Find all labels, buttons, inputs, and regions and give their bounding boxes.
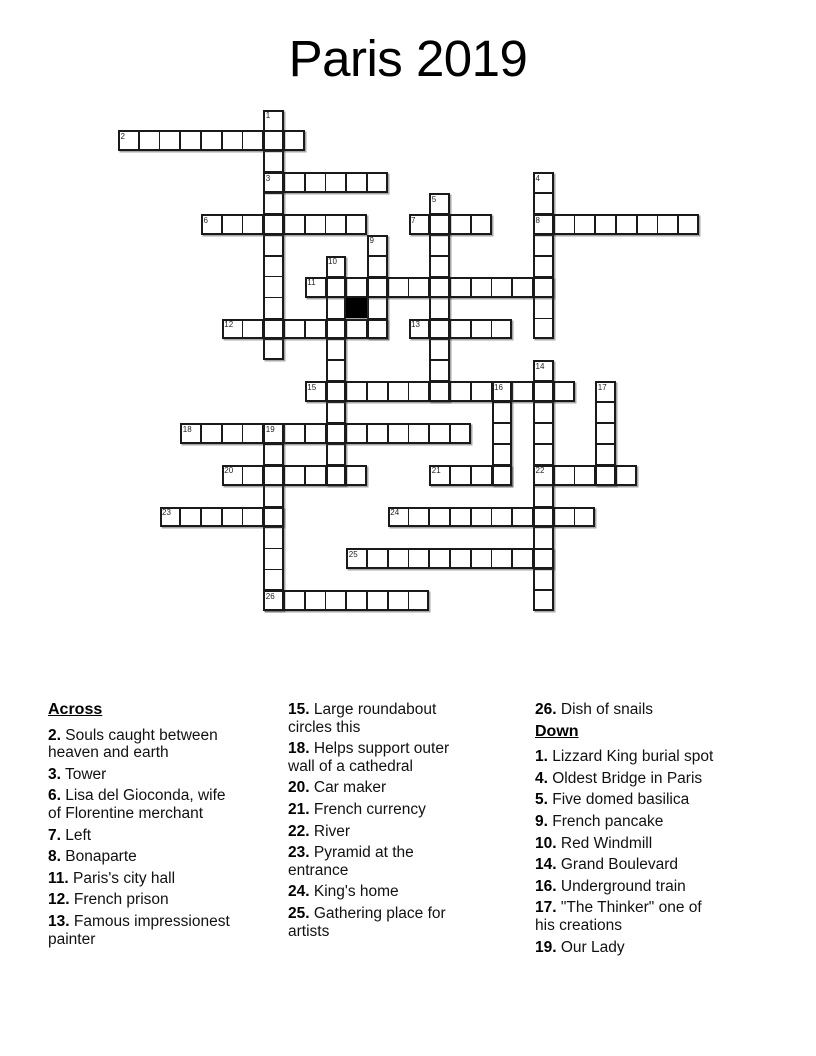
clue-15: 15. Large roundabout circles this — [288, 701, 437, 736]
cell-divider — [283, 321, 285, 338]
cell-divider — [428, 509, 430, 526]
cell-divider — [179, 132, 181, 149]
cell-divider — [304, 216, 306, 233]
cell-divider — [345, 279, 347, 296]
cell-divider — [221, 509, 223, 526]
cell-number-3: 3 — [265, 173, 271, 183]
word-20-across[interactable] — [222, 465, 367, 486]
cell-number-20: 20 — [224, 466, 234, 476]
cell-divider — [265, 255, 282, 257]
cell-divider — [470, 550, 472, 567]
clue-number: 17. — [535, 899, 557, 917]
cell-divider — [470, 467, 472, 484]
clue-number: 8. — [48, 848, 61, 866]
cell-divider — [491, 550, 493, 567]
cell-divider — [491, 467, 493, 484]
cell-divider — [366, 321, 368, 338]
cell-number-22: 22 — [535, 466, 545, 476]
cell-divider — [431, 359, 448, 361]
cell-divider — [470, 321, 472, 338]
cell-divider — [304, 467, 306, 484]
cell-divider — [221, 132, 223, 149]
cell-divider — [428, 279, 430, 296]
cell-divider — [470, 383, 472, 400]
cell-number-14: 14 — [535, 361, 545, 371]
cell-divider — [345, 321, 347, 338]
clue-number: 22. — [288, 822, 310, 840]
cell-divider — [449, 509, 451, 526]
clue-heading-down: Down — [535, 722, 579, 740]
word-11-across[interactable] — [305, 277, 554, 298]
cell-divider — [535, 318, 552, 320]
clue-13: 13. Famous impressionest painter — [48, 912, 230, 948]
cell-divider — [283, 467, 285, 484]
word-3-across[interactable] — [263, 172, 388, 193]
cell-divider — [657, 216, 659, 233]
clue-24: 24. King's home — [288, 883, 399, 901]
clue-12: 12. French prison — [48, 891, 169, 909]
cell-divider — [408, 425, 410, 442]
clue-number: 16. — [535, 877, 557, 895]
cell-divider — [366, 279, 368, 296]
clue-6: 6. Lisa del Gioconda, wife of Florentine merchant — [48, 787, 226, 822]
cell-divider — [428, 216, 430, 233]
cell-divider — [494, 422, 511, 424]
cell-divider — [494, 443, 511, 445]
cell-number-18: 18 — [182, 424, 192, 434]
word-6-across[interactable] — [201, 214, 367, 235]
cell-divider — [200, 509, 202, 526]
cell-divider — [369, 255, 386, 257]
cell-divider — [553, 383, 555, 400]
clue-number: 23. — [288, 844, 310, 862]
cell-divider — [491, 509, 493, 526]
cell-divider — [532, 279, 534, 296]
cell-divider — [387, 279, 389, 296]
clue-number: 9. — [535, 812, 548, 830]
clue-number: 13. — [48, 912, 70, 930]
cell-number-19: 19 — [265, 424, 275, 434]
word-21-across[interactable] — [429, 465, 512, 486]
cell-divider — [535, 422, 552, 424]
cell-divider — [428, 383, 430, 400]
cell-divider — [345, 467, 347, 484]
cell-divider — [408, 509, 410, 526]
cell-divider — [265, 443, 282, 445]
cell-divider — [594, 216, 596, 233]
cell-divider — [242, 425, 244, 442]
cell-divider — [511, 509, 513, 526]
cell-divider — [636, 216, 638, 233]
cell-divider — [325, 425, 327, 442]
cell-divider — [597, 443, 614, 445]
clue-number: 14. — [535, 856, 557, 874]
cell-divider — [408, 550, 410, 567]
cell-divider — [511, 550, 513, 567]
cell-divider — [387, 592, 389, 609]
cell-divider — [366, 425, 368, 442]
cell-number-9: 9 — [369, 236, 374, 246]
cell-number-13: 13 — [411, 320, 420, 329]
cell-divider — [449, 467, 451, 484]
clue-1: 1. Lizzard King burial spot — [535, 748, 714, 766]
clue-number: 20. — [288, 779, 310, 797]
cell-number-6: 6 — [203, 215, 208, 225]
cell-divider — [535, 192, 552, 194]
cell-divider — [179, 509, 181, 526]
cell-divider — [221, 425, 223, 442]
cell-divider — [574, 467, 576, 484]
clue-17: 17. "The Thinker" one of his creations — [535, 899, 702, 934]
clue-18: 18. Helps support outer wall of a cathedral — [288, 740, 450, 775]
cell-number-2: 2 — [120, 131, 125, 141]
clue-14: 14. Grand Boulevard — [535, 856, 679, 874]
clue-2: 2. Souls caught between heaven and earth — [48, 726, 218, 762]
cell-divider — [138, 132, 140, 149]
cell-divider — [428, 425, 430, 442]
cell-divider — [366, 592, 368, 609]
cell-divider — [345, 174, 347, 191]
cell-divider — [553, 509, 555, 526]
word-26-across[interactable] — [263, 590, 429, 611]
clue-number: 10. — [535, 834, 557, 852]
cell-number-11: 11 — [307, 278, 316, 288]
cell-divider — [304, 425, 306, 442]
cell-number-4: 4 — [535, 173, 540, 183]
cell-number-17: 17 — [597, 382, 607, 392]
clue-21: 21. French currency — [288, 800, 426, 818]
cell-divider — [304, 321, 306, 338]
cell-divider — [535, 589, 552, 591]
clue-column-down — [535, 701, 725, 960]
cell-divider — [265, 276, 282, 278]
clue-number: 1. — [535, 748, 548, 766]
cell-number-7: 7 — [411, 215, 416, 225]
cell-number-5: 5 — [431, 194, 437, 204]
cell-divider — [494, 401, 511, 403]
cell-number-15: 15 — [307, 382, 317, 392]
cell-divider — [387, 425, 389, 442]
clue-23: 23. Pyramid at the entrance — [288, 844, 414, 879]
cell-divider — [387, 550, 389, 567]
cell-number-26: 26 — [265, 591, 275, 601]
cell-divider — [532, 383, 534, 400]
cell-divider — [262, 509, 264, 526]
clue-11: 11. Paris's city hall — [48, 869, 176, 887]
clue-5: 5. Five domed basilica — [535, 791, 690, 809]
clue-22: 22. River — [288, 822, 351, 840]
cell-divider — [366, 383, 368, 400]
cell-divider — [491, 279, 493, 296]
cell-number-25: 25 — [348, 549, 358, 559]
clue-number: 15. — [288, 701, 310, 718]
cell-divider — [366, 550, 368, 567]
cell-divider — [283, 132, 285, 149]
clue-9: 9. French pancake — [535, 812, 664, 830]
clue-column-middle — [288, 701, 470, 944]
clue-number: 19. — [535, 938, 557, 956]
cell-divider — [262, 467, 264, 484]
cell-divider — [553, 216, 555, 233]
cell-divider — [345, 383, 347, 400]
word-15-across[interactable] — [305, 381, 575, 402]
word-24-across[interactable] — [388, 507, 596, 528]
cell-divider — [428, 550, 430, 567]
cell-divider — [262, 321, 264, 338]
cell-divider — [470, 509, 472, 526]
word-18-across[interactable] — [180, 423, 471, 444]
cell-divider — [532, 550, 534, 567]
clue-10: 10. Red Windmill — [535, 834, 653, 852]
clue-20: 20. Car maker — [288, 779, 387, 797]
cell-divider — [597, 401, 614, 403]
cell-divider — [262, 132, 264, 149]
cell-divider — [677, 216, 679, 233]
cell-divider — [325, 592, 327, 609]
cell-divider — [470, 216, 472, 233]
cell-divider — [535, 443, 552, 445]
clue-number: 25. — [288, 904, 310, 922]
cell-divider — [532, 509, 534, 526]
cell-number-24: 24 — [390, 508, 400, 518]
cell-divider — [449, 425, 451, 442]
black-cell — [346, 298, 367, 319]
word-13-across[interactable] — [409, 319, 513, 340]
word-25-across[interactable] — [346, 548, 554, 569]
cell-divider — [597, 422, 614, 424]
clue-number: 11. — [48, 869, 69, 887]
cell-divider — [325, 321, 327, 338]
clue-number: 21. — [288, 800, 310, 818]
cell-divider — [615, 467, 617, 484]
cell-divider — [345, 592, 347, 609]
cell-divider — [345, 425, 347, 442]
cell-number-10: 10 — [328, 257, 337, 267]
clue-heading-across: Across — [48, 701, 103, 718]
clue-number: 4. — [535, 769, 548, 787]
cell-number-1: 1 — [265, 111, 271, 120]
clue-number: 12. — [48, 891, 70, 909]
cell-divider — [283, 174, 285, 191]
cell-divider — [408, 592, 410, 609]
cell-divider — [283, 592, 285, 609]
word-22-across[interactable] — [533, 465, 637, 486]
cell-divider — [325, 383, 327, 400]
cell-divider — [200, 132, 202, 149]
cell-divider — [325, 174, 327, 191]
cell-number-16: 16 — [494, 382, 503, 392]
cell-divider — [615, 216, 617, 233]
cell-divider — [325, 279, 327, 296]
clue-16: 16. Underground train — [535, 877, 686, 895]
cell-number-23: 23 — [162, 508, 171, 518]
cell-divider — [535, 255, 552, 257]
cell-divider — [242, 132, 244, 149]
cell-divider — [242, 509, 244, 526]
clue-column-across — [48, 701, 242, 952]
cell-divider — [328, 359, 345, 361]
cell-divider — [242, 321, 244, 338]
clue-number: 18. — [288, 740, 310, 758]
cell-divider — [242, 216, 244, 233]
cell-number-21: 21 — [431, 466, 441, 476]
cell-divider — [470, 279, 472, 296]
word-8-across[interactable] — [533, 214, 699, 235]
cell-divider — [200, 425, 202, 442]
cell-divider — [491, 321, 493, 338]
word-4-down[interactable] — [533, 172, 554, 339]
cell-divider — [449, 279, 451, 296]
cell-divider — [325, 216, 327, 233]
cell-divider — [304, 174, 306, 191]
cell-divider — [553, 467, 555, 484]
clue-8: 8. Bonaparte — [48, 848, 137, 866]
cell-divider — [242, 467, 244, 484]
cell-number-8: 8 — [535, 215, 540, 225]
word-23-across[interactable] — [160, 507, 285, 528]
word-7-across[interactable] — [409, 214, 492, 235]
clue-number: 6. — [48, 787, 61, 805]
word-2-across[interactable] — [118, 130, 305, 151]
clue-number: 3. — [48, 765, 61, 783]
cell-number-12: 12 — [224, 320, 234, 329]
clue-number: 24. — [288, 883, 310, 901]
cell-divider — [408, 383, 410, 400]
cell-divider — [431, 255, 448, 257]
clue-number: 2. — [48, 726, 61, 744]
cell-divider — [574, 509, 576, 526]
cell-divider — [449, 321, 451, 338]
clue-3: 3. Tower — [48, 765, 107, 783]
cell-divider — [265, 297, 282, 299]
cell-divider — [304, 592, 306, 609]
cell-divider — [325, 467, 327, 484]
cell-divider — [345, 216, 347, 233]
page-title: Paris 2019 — [288, 30, 528, 87]
clue-26: 26. Dish of snails — [535, 701, 654, 718]
cell-divider — [511, 279, 513, 296]
cell-divider — [594, 467, 596, 484]
clue-number: 7. — [48, 826, 61, 844]
cell-divider — [387, 383, 389, 400]
cell-divider — [221, 216, 223, 233]
cell-divider — [449, 216, 451, 233]
cell-divider — [428, 321, 430, 338]
cell-divider — [366, 174, 368, 191]
cell-divider — [265, 548, 282, 550]
clue-7: 7. Left — [48, 826, 92, 844]
cell-divider — [574, 216, 576, 233]
clue-19: 19. Our Lady — [535, 938, 625, 956]
cell-divider — [408, 279, 410, 296]
clue-25: 25. Gathering place for artists — [288, 904, 446, 940]
clue-number: 5. — [535, 791, 548, 809]
cell-divider — [265, 569, 282, 571]
word-12-across[interactable] — [222, 319, 388, 340]
clue-number: 26. — [535, 701, 557, 718]
cell-divider — [262, 216, 264, 233]
cell-divider — [283, 216, 285, 233]
clue-4: 4. Oldest Bridge in Paris — [535, 769, 703, 787]
cell-divider — [449, 383, 451, 400]
cell-divider — [159, 132, 161, 149]
cell-divider — [449, 550, 451, 567]
